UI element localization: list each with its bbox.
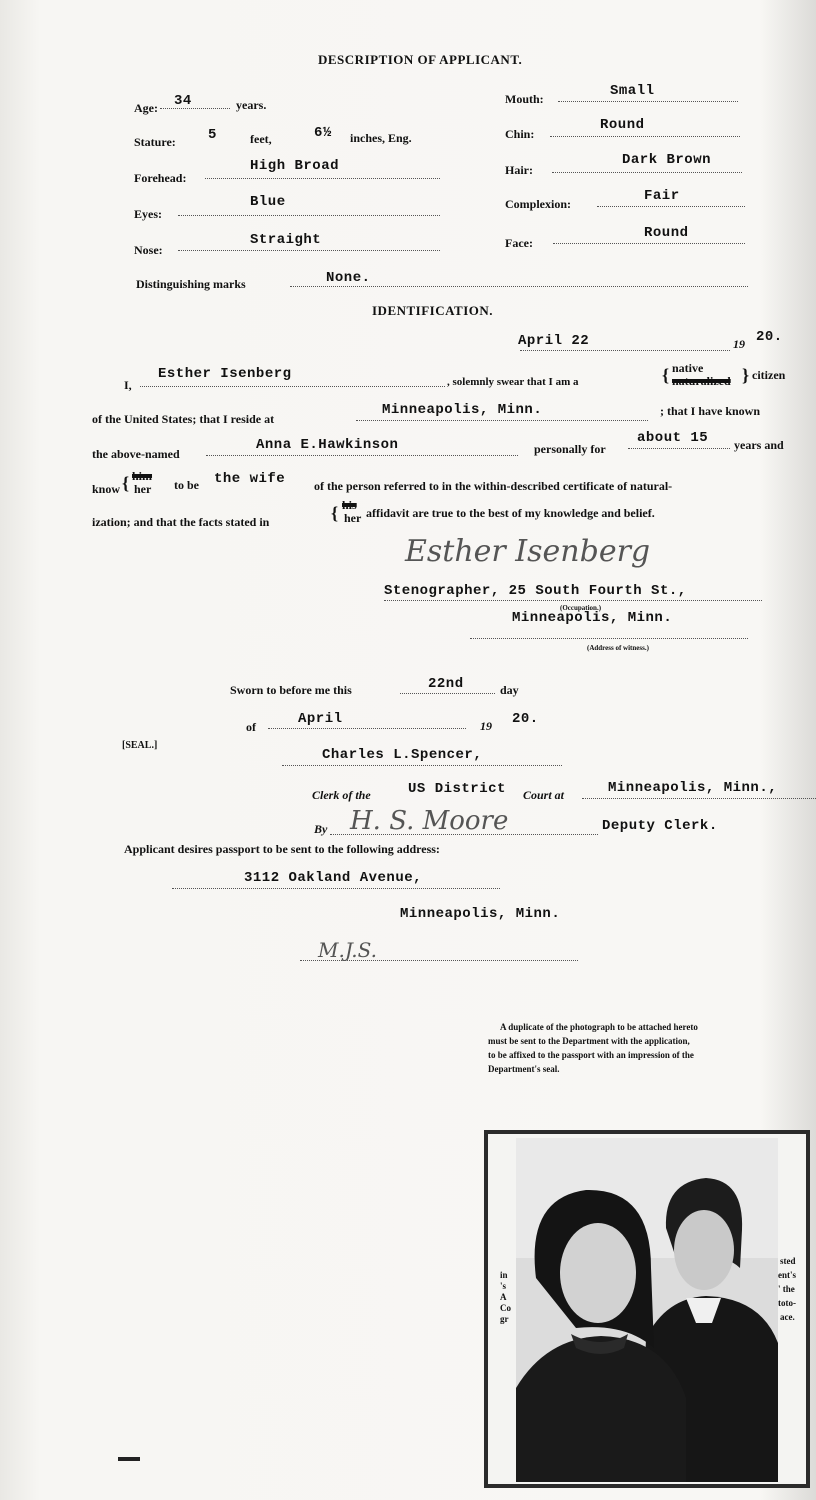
- deputy-signature: H. S. Moore: [350, 806, 509, 836]
- know-label: know: [92, 482, 121, 496]
- face-line: [553, 243, 745, 244]
- photo-edge-right-1: sted: [780, 1256, 796, 1266]
- photo-edge-left-3: A: [500, 1292, 507, 1302]
- mouth-label: Mouth:: [505, 92, 544, 106]
- clerk-name: Charles L.Spencer,: [322, 747, 483, 763]
- complexion-line: [597, 206, 745, 207]
- address-line: [470, 638, 748, 639]
- witness-occupation: Stenographer, 25 South Fourth St.,: [384, 583, 687, 599]
- sworn-year-suffix: 20.: [512, 711, 539, 727]
- complexion-value: Fair: [644, 188, 680, 204]
- naturalized-option: naturalized: [672, 374, 731, 388]
- marks-line: [290, 286, 748, 287]
- court-location-line: [582, 798, 816, 799]
- years-and-label: years and: [734, 438, 784, 452]
- citizen-brace-right: }: [742, 365, 750, 385]
- mouth-value: Small: [610, 83, 655, 99]
- occupation-caption: (Occupation.): [560, 604, 602, 612]
- affidavit-text: affidavit are true to the best of my knowledge and belief.: [366, 506, 655, 520]
- eyes-line: [178, 215, 440, 216]
- marks-label: Distinguishing marks: [136, 277, 246, 291]
- stature-inches: 6½: [314, 125, 332, 141]
- court-at-label: Court at: [523, 788, 565, 802]
- photo-notice-line1: A duplicate of the photograph to be attached hereto: [500, 1022, 698, 1032]
- photo-edge-left-4: Co: [500, 1303, 511, 1313]
- her-option: her: [134, 482, 152, 496]
- her-possessive-option: her: [344, 511, 362, 525]
- his-option: his: [342, 498, 357, 512]
- nose-value: Straight: [250, 232, 322, 248]
- relation-value: the wife: [214, 471, 286, 487]
- initials-line: [300, 960, 578, 961]
- photo-edge-right-4: toto-: [778, 1298, 796, 1308]
- clerk-name-line: [282, 765, 562, 766]
- personally-for-label: personally for: [534, 442, 606, 456]
- applicant-name-line: [206, 455, 518, 456]
- forehead-label: Forehead:: [134, 171, 187, 185]
- sworn-text: Sworn to before me this: [230, 683, 352, 697]
- clerk-of-the-label: Clerk of the: [312, 788, 371, 802]
- hair-value: Dark Brown: [622, 152, 712, 168]
- hair-line: [552, 172, 742, 173]
- possessive-brace: {: [331, 503, 339, 523]
- court-name: US District: [408, 781, 506, 797]
- forehead-line: [205, 178, 440, 179]
- photo-edge-left-1: in: [500, 1270, 508, 1280]
- identification-heading: IDENTIFICATION.: [372, 303, 494, 318]
- mailing-line1: 3112 Oakland Avenue,: [244, 870, 423, 886]
- eyes-value: Blue: [250, 194, 286, 210]
- identification-date: April 22: [518, 333, 590, 349]
- applicant-photograph: [516, 1138, 778, 1482]
- sworn-year-prefix: 19: [480, 719, 492, 733]
- swear-text: , solemnly swear that I am a: [447, 376, 579, 388]
- photograph-image: [516, 1138, 778, 1482]
- inches-label: inches, Eng.: [350, 131, 412, 145]
- page-mark: [118, 1457, 140, 1461]
- mailing-line2: Minneapolis, Minn.: [400, 906, 561, 922]
- face-value: Round: [644, 225, 689, 241]
- chin-value: Round: [600, 117, 645, 133]
- eyes-label: Eyes:: [134, 207, 162, 221]
- residence-value: Minneapolis, Minn.: [382, 402, 543, 418]
- nose-line: [178, 250, 440, 251]
- chin-label: Chin:: [505, 127, 535, 141]
- forehead-value: High Broad: [250, 158, 340, 174]
- to-be-label: to be: [174, 478, 199, 492]
- photo-edge-right-3: ' the: [778, 1284, 795, 1294]
- occupation-line: [384, 600, 762, 601]
- native-option: native: [672, 361, 704, 375]
- citizen-label: citizen: [752, 368, 786, 382]
- stature-label: Stature:: [134, 135, 176, 149]
- age-value: 34: [174, 93, 192, 109]
- years-known-line: [628, 448, 730, 449]
- age-line: [160, 108, 230, 109]
- complexion-label: Complexion:: [505, 197, 571, 211]
- chin-line: [550, 136, 740, 137]
- identification-year-prefix: 19: [733, 337, 745, 351]
- by-label: By: [314, 822, 328, 836]
- pronoun-brace: {: [122, 473, 130, 493]
- feet-label: feet,: [250, 132, 272, 146]
- marks-value: None.: [326, 270, 371, 286]
- photo-edge-left-5: gr: [500, 1314, 509, 1324]
- citizen-brace-left: {: [662, 365, 670, 385]
- nose-label: Nose:: [134, 243, 163, 257]
- identification-year-suffix: 20.: [756, 329, 783, 345]
- photo-edge-left-2: 's: [500, 1281, 507, 1291]
- sworn-day: 22nd: [428, 676, 464, 692]
- residence-line: [356, 420, 648, 421]
- witness-name-line: [140, 386, 445, 387]
- him-option: him: [132, 469, 153, 483]
- age-label: Age:: [134, 101, 158, 115]
- mailing-label: Applicant desires passport to be sent to the following address:: [124, 842, 440, 856]
- photo-edge-right-2: ent's: [778, 1270, 796, 1280]
- sworn-day-line: [400, 693, 495, 694]
- face-label: Face:: [505, 236, 533, 250]
- sworn-month: April: [298, 711, 343, 727]
- photo-notice-line2: must be sent to the Department with the application,: [488, 1036, 690, 1046]
- deputy-title: Deputy Clerk.: [602, 818, 718, 834]
- mailing-initials: M.J.S.: [318, 938, 378, 962]
- witness-address: Minneapolis, Minn.: [512, 610, 673, 626]
- seal-label: [SEAL.]: [122, 740, 158, 751]
- hair-label: Hair:: [505, 163, 533, 177]
- known-text: ; that I have known: [660, 404, 761, 418]
- deputy-signature-line: [330, 834, 598, 835]
- court-location: Minneapolis, Minn.,: [608, 780, 778, 796]
- identification-date-line: [520, 350, 730, 351]
- description-heading: DESCRIPTION OF APPLICANT.: [318, 52, 523, 67]
- photo-edge-right-5: ace.: [780, 1312, 795, 1322]
- photo-notice-line4: Department's seal.: [488, 1064, 560, 1074]
- witness-name: Esther Isenberg: [158, 366, 292, 382]
- us-reside-text: of the United States; that I reside at: [92, 412, 275, 426]
- address-caption: (Address of witness.): [587, 644, 649, 652]
- sworn-month-line: [268, 728, 466, 729]
- applicant-name: Anna E.Hawkinson: [256, 437, 399, 453]
- mailing-line1-rule: [172, 888, 500, 889]
- years-known-value: about 15: [637, 430, 709, 446]
- witness-signature: Esther Isenberg: [405, 534, 651, 569]
- photo-notice-line3: to be affixed to the passport with an impression of the: [488, 1050, 694, 1060]
- age-unit: years.: [236, 98, 267, 112]
- ization-text: ization; and that the facts stated in: [92, 515, 270, 529]
- i-label: I,: [124, 378, 132, 392]
- stature-feet: 5: [208, 127, 217, 143]
- above-named-label: the above-named: [92, 447, 180, 461]
- certificate-text: of the person referred to in the within-described certificate of natural-: [314, 479, 673, 493]
- mouth-line: [558, 101, 738, 102]
- of-label: of: [246, 720, 256, 734]
- day-label: day: [500, 683, 519, 697]
